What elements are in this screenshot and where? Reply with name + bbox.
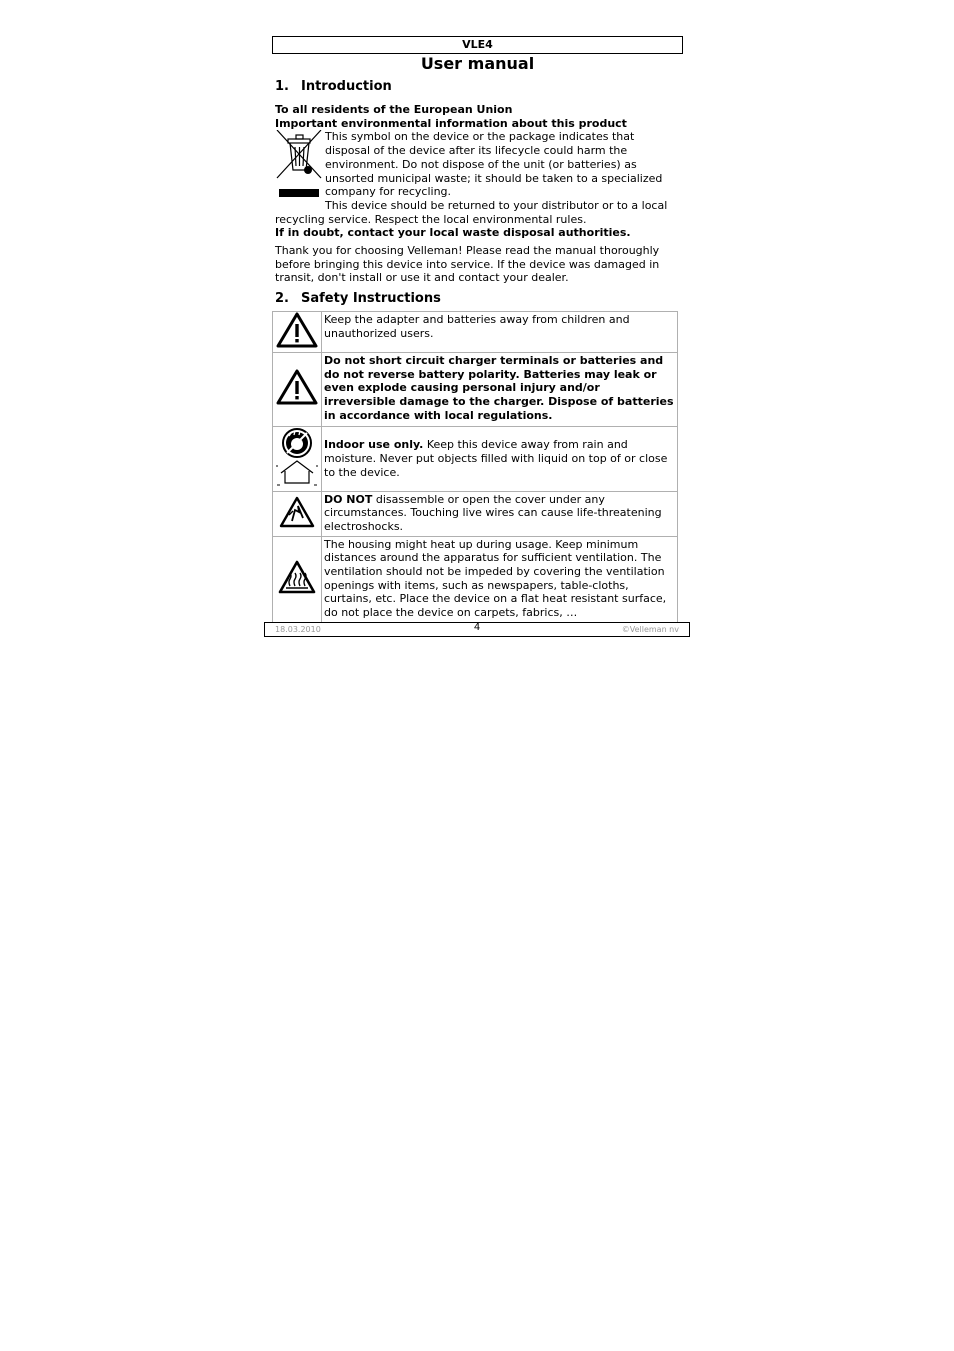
icon-cell xyxy=(273,352,322,426)
indoor-lead: Indoor use only. xyxy=(324,438,424,452)
section-heading-introduction xyxy=(275,79,683,95)
icon-cell xyxy=(273,426,322,491)
do-not-lead: DO NOT xyxy=(324,492,373,506)
safety-text-cell: The housing might heat up during usage. Keep minimum distances around the apparatus for sufficient ventilation. The ventilation should not be impeded by covering the ventilation openings with items, such as newspapers, table-cloths, curtains, etc. Place the device on a flat heat resistant surface, do not place the device on carpets, fabrics, … xyxy=(322,536,678,622)
model-header: VLE4 xyxy=(272,36,683,54)
manual-page xyxy=(272,36,683,623)
safety-text-cell xyxy=(322,491,678,536)
table-row xyxy=(273,491,678,536)
weee-description: This symbol on the device or the package indicates that disposal of the device after its lifecycle could harm the environment. Do not dispose of the unit (or batteries) as unsorted municipal waste; it should be taken to a specialized company for recycling. xyxy=(325,130,663,199)
section-title: Safety Instructions xyxy=(301,291,441,307)
icon-cell xyxy=(273,491,322,536)
warning-triangle-icon xyxy=(276,312,318,348)
environment-info-line: Important environmental information about this product xyxy=(275,116,627,130)
document-title: User manual xyxy=(420,54,535,73)
indoor-use-icon xyxy=(275,427,319,487)
safety-text-cell: Do not short circuit charger terminals or batteries and do not reverse battery polarity. Batteries may leak or even explode causing personal injury and/or irreversible damage to the charger. Dispose of batteries in accordance with local regulations. xyxy=(322,352,678,426)
footer-date: 18.03.2010 xyxy=(275,625,321,634)
icon-cell xyxy=(273,536,322,622)
weee-symbol xyxy=(275,130,325,200)
section-heading-safety xyxy=(275,291,683,307)
eu-residents-line: To all residents of the European Union xyxy=(275,103,513,116)
safety-text-cell: Keep the adapter and batteries away from children and unauthorized users. xyxy=(322,312,678,353)
icon-cell xyxy=(273,312,322,353)
section-number: 2. xyxy=(275,291,289,307)
table-row xyxy=(273,352,678,426)
thank-you-paragraph: Thank you for choosing Velleman! Please read the manual thoroughly before bringing this device into service. If the device was damaged in transit, don't install or use it and contact your dealer. xyxy=(275,244,660,285)
section-number: 1. xyxy=(275,79,289,94)
table-row xyxy=(273,312,678,353)
page-number: 4 xyxy=(473,622,481,633)
introduction-body xyxy=(275,103,681,285)
footer-copyright: ©Velleman nv xyxy=(621,625,679,634)
table-row xyxy=(273,426,678,491)
hot-surface-icon xyxy=(278,560,316,594)
disassemble-text: disassemble or open the cover under any circumstances. Touching live wires can cause life-threatening electroshocks. xyxy=(324,492,662,533)
page-footer xyxy=(264,622,690,637)
warning-triangle-icon xyxy=(276,369,318,405)
return-instructions: This device should be returned to your distributor or to a local recycling service. Respect the local environmental rules. xyxy=(275,198,668,226)
safety-table xyxy=(272,311,678,622)
safety-text-cell xyxy=(322,426,678,491)
disposal-advice: If in doubt, contact your local waste disposal authorities. xyxy=(275,226,631,240)
crossed-bin-icon xyxy=(275,130,325,200)
table-row xyxy=(273,536,678,622)
indoor-text: Keep this device away from rain and moisture. Never put objects filled with liquid on top of or close to the device. xyxy=(324,438,668,479)
section-title: Introduction xyxy=(301,79,392,94)
electric-shock-icon xyxy=(279,496,315,528)
